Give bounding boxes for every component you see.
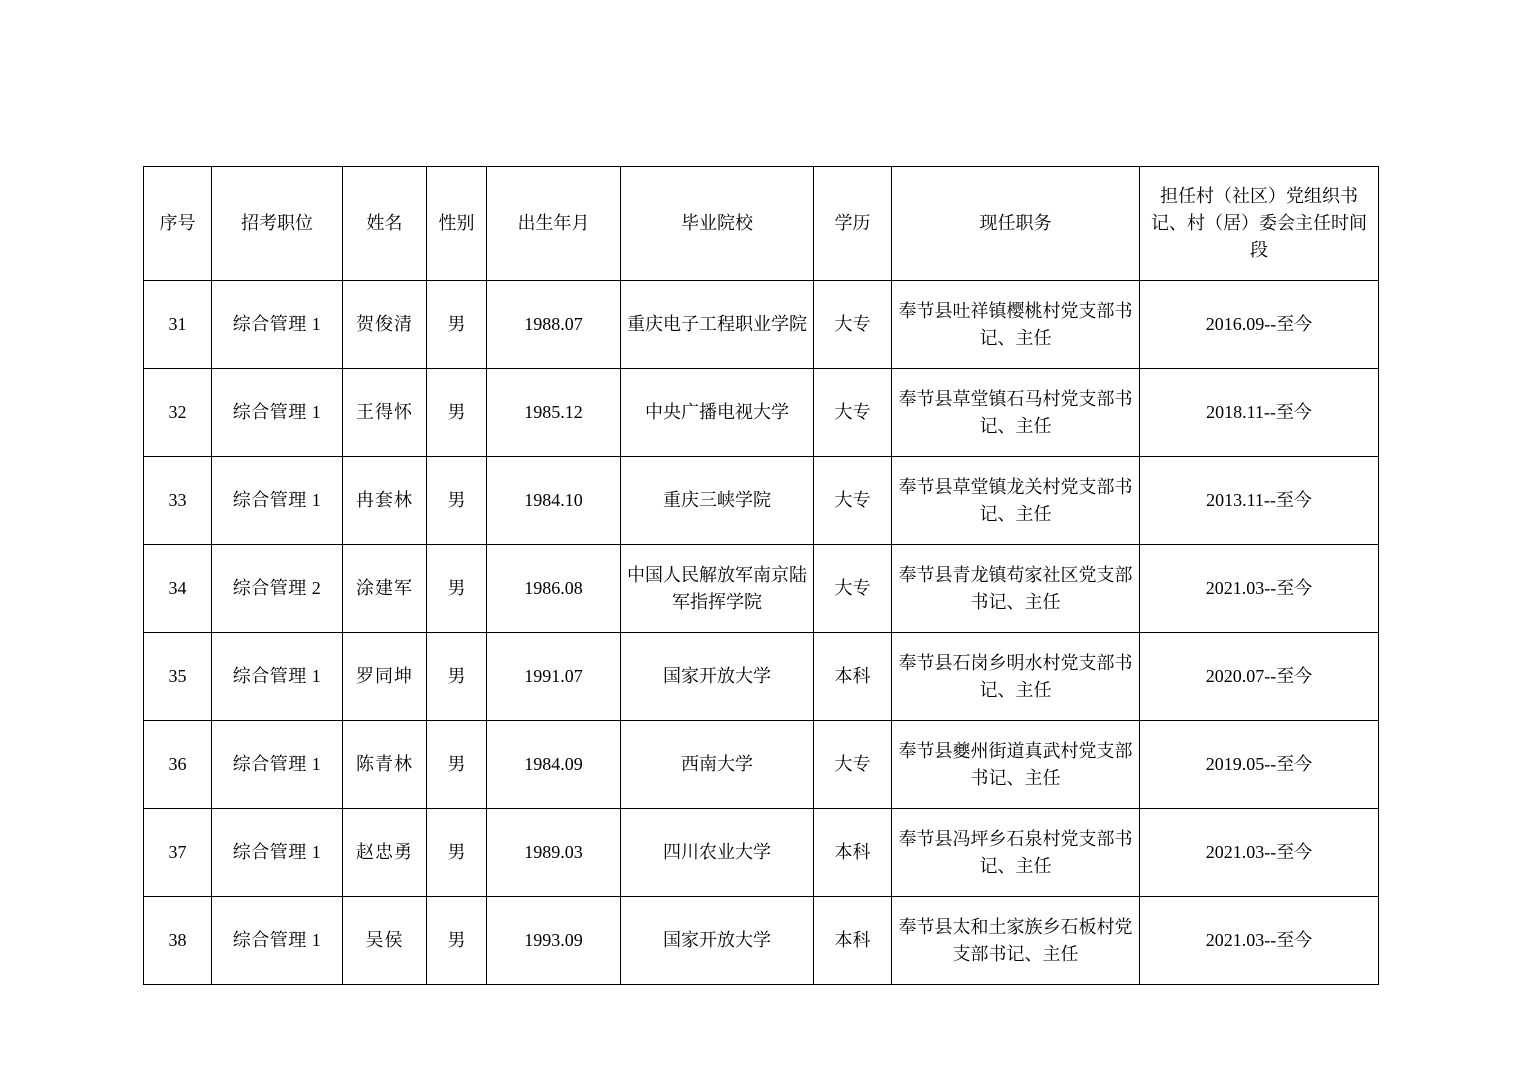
cell-school: 国家开放大学 — [621, 897, 814, 985]
cell-gender: 男 — [427, 897, 487, 985]
candidate-roster-table — [143, 166, 1379, 985]
cell-education: 大专 — [814, 281, 892, 369]
cell-name: 陈青林 — [343, 721, 427, 809]
cell-birth: 1989.03 — [487, 809, 621, 897]
column-header-name: 姓名 — [343, 167, 427, 281]
cell-duty: 奉节县冯坪乡石泉村党支部书记、主任 — [892, 809, 1140, 897]
cell-birth: 1984.10 — [487, 457, 621, 545]
table-header — [144, 167, 1379, 281]
cell-seq: 32 — [144, 369, 212, 457]
cell-school: 重庆电子工程职业学院 — [621, 281, 814, 369]
column-header-duty: 现任职务 — [892, 167, 1140, 281]
cell-duty: 奉节县草堂镇龙关村党支部书记、主任 — [892, 457, 1140, 545]
cell-duty: 奉节县吐祥镇樱桃村党支部书记、主任 — [892, 281, 1140, 369]
cell-gender: 男 — [427, 545, 487, 633]
cell-seq: 31 — [144, 281, 212, 369]
cell-seq: 36 — [144, 721, 212, 809]
cell-period: 2016.09--至今 — [1140, 281, 1379, 369]
cell-seq: 34 — [144, 545, 212, 633]
cell-period: 2018.11--至今 — [1140, 369, 1379, 457]
cell-period: 2020.07--至今 — [1140, 633, 1379, 721]
cell-name: 涂建军 — [343, 545, 427, 633]
cell-period: 2021.03--至今 — [1140, 809, 1379, 897]
cell-education: 大专 — [814, 721, 892, 809]
column-header-seq: 序号 — [144, 167, 212, 281]
table-body — [144, 281, 1379, 985]
cell-name: 贺俊清 — [343, 281, 427, 369]
cell-school: 西南大学 — [621, 721, 814, 809]
roster-table-container — [143, 166, 1378, 985]
cell-school: 四川农业大学 — [621, 809, 814, 897]
cell-education: 本科 — [814, 897, 892, 985]
cell-duty: 奉节县石岗乡明水村党支部书记、主任 — [892, 633, 1140, 721]
cell-gender: 男 — [427, 281, 487, 369]
column-header-period: 担任村（社区）党组织书记、村（居）委会主任时间段 — [1140, 167, 1379, 281]
cell-birth: 1986.08 — [487, 545, 621, 633]
cell-school: 中国人民解放军南京陆军指挥学院 — [621, 545, 814, 633]
cell-position: 综合管理 1 — [212, 281, 343, 369]
cell-school: 重庆三峡学院 — [621, 457, 814, 545]
cell-name: 赵忠勇 — [343, 809, 427, 897]
cell-gender: 男 — [427, 809, 487, 897]
cell-duty: 奉节县太和土家族乡石板村党支部书记、主任 — [892, 897, 1140, 985]
cell-position: 综合管理 1 — [212, 633, 343, 721]
cell-name: 冉套林 — [343, 457, 427, 545]
column-header-school: 毕业院校 — [621, 167, 814, 281]
cell-name: 吴侯 — [343, 897, 427, 985]
cell-birth: 1988.07 — [487, 281, 621, 369]
table-row — [144, 281, 1379, 369]
cell-gender: 男 — [427, 457, 487, 545]
column-header-education: 学历 — [814, 167, 892, 281]
table-header-row — [144, 167, 1379, 281]
cell-birth: 1993.09 — [487, 897, 621, 985]
cell-education: 本科 — [814, 633, 892, 721]
cell-education: 大专 — [814, 457, 892, 545]
cell-seq: 33 — [144, 457, 212, 545]
cell-seq: 37 — [144, 809, 212, 897]
cell-position: 综合管理 1 — [212, 721, 343, 809]
cell-period: 2013.11--至今 — [1140, 457, 1379, 545]
cell-period: 2021.03--至今 — [1140, 545, 1379, 633]
cell-duty: 奉节县夔州街道真武村党支部书记、主任 — [892, 721, 1140, 809]
cell-seq: 38 — [144, 897, 212, 985]
table-row — [144, 457, 1379, 545]
cell-period: 2021.03--至今 — [1140, 897, 1379, 985]
cell-gender: 男 — [427, 633, 487, 721]
cell-school: 中央广播电视大学 — [621, 369, 814, 457]
cell-position: 综合管理 1 — [212, 369, 343, 457]
table-row — [144, 369, 1379, 457]
cell-birth: 1991.07 — [487, 633, 621, 721]
cell-birth: 1984.09 — [487, 721, 621, 809]
table-row — [144, 721, 1379, 809]
cell-gender: 男 — [427, 721, 487, 809]
column-header-gender: 性别 — [427, 167, 487, 281]
cell-name: 罗同坤 — [343, 633, 427, 721]
cell-position: 综合管理 1 — [212, 809, 343, 897]
cell-position: 综合管理 2 — [212, 545, 343, 633]
cell-duty: 奉节县草堂镇石马村党支部书记、主任 — [892, 369, 1140, 457]
table-row — [144, 897, 1379, 985]
cell-seq: 35 — [144, 633, 212, 721]
column-header-position: 招考职位 — [212, 167, 343, 281]
cell-position: 综合管理 1 — [212, 897, 343, 985]
cell-name: 王得怀 — [343, 369, 427, 457]
cell-gender: 男 — [427, 369, 487, 457]
cell-education: 大专 — [814, 369, 892, 457]
cell-period: 2019.05--至今 — [1140, 721, 1379, 809]
table-row — [144, 545, 1379, 633]
table-row — [144, 809, 1379, 897]
cell-birth: 1985.12 — [487, 369, 621, 457]
cell-education: 大专 — [814, 545, 892, 633]
cell-duty: 奉节县青龙镇苟家社区党支部书记、主任 — [892, 545, 1140, 633]
column-header-birth: 出生年月 — [487, 167, 621, 281]
cell-school: 国家开放大学 — [621, 633, 814, 721]
cell-education: 本科 — [814, 809, 892, 897]
cell-position: 综合管理 1 — [212, 457, 343, 545]
table-row — [144, 633, 1379, 721]
